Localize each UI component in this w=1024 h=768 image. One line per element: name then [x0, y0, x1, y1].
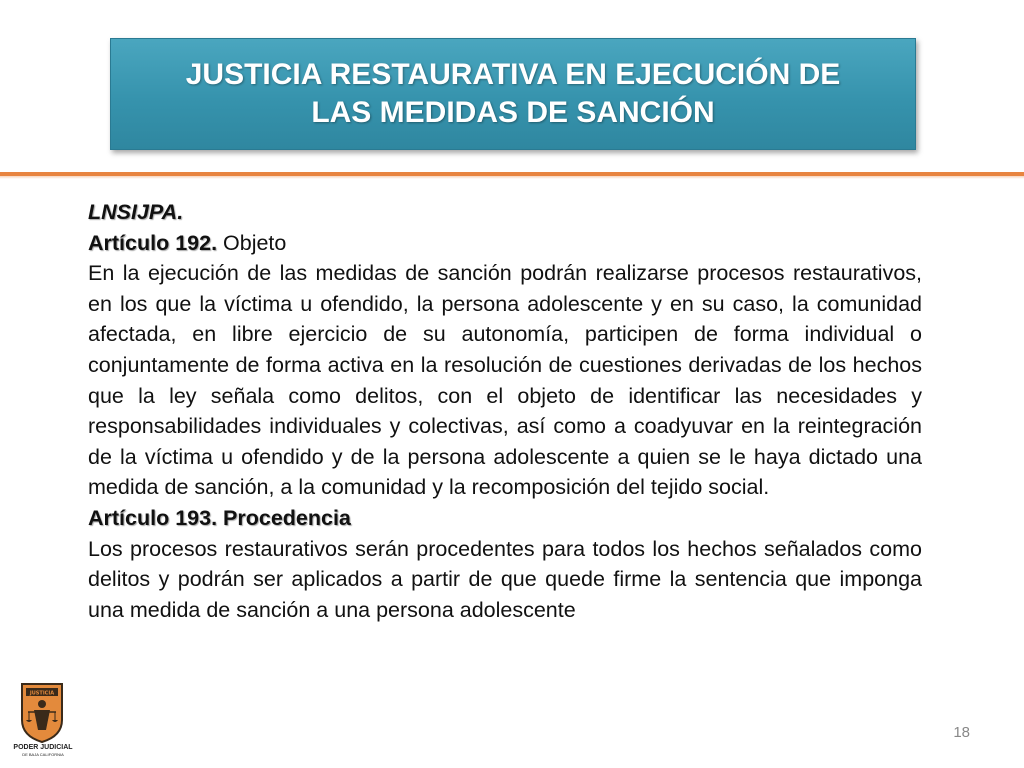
title-line-1: JUSTICIA RESTAURATIVA EN EJECUCIÓN DE [185, 58, 841, 91]
article-192-text: En la ejecución de las medidas de sanción podrán realizarse procesos restaurativos, en los que la víctima u ofendido, la persona adolescente y en su caso, la comunidad afectada, en libre ejercicio de su autonomía, participen de forma individual o conjuntamente de forma activa en la resolución de cuestiones derivadas de los hechos que la ley señala como delitos, con el objeto de identificar las necesidades y responsabilidades individuales y colectivas, así como a coadyuvar en la reintegración de la víctima u ofendido y de la persona adolescente a quien se le haya dictado una medida de sanción, a la comunidad y la recomposición del tejido social. [88, 261, 922, 500]
logo-name-2: JUDICIAL [40, 744, 73, 751]
slide-title [110, 38, 916, 150]
logo-subtitle: DE BAJA CALIFORNIA [22, 752, 64, 757]
title-line-2: LAS MEDIDAS DE SANCIÓN [311, 96, 715, 129]
article-192-heading [88, 228, 922, 259]
logo-banner-text: JUSTICIA [29, 690, 55, 697]
logo-name-1: PODER [13, 744, 39, 751]
article-192-label: Artículo 192. [88, 230, 218, 255]
article-193-heading [88, 503, 922, 534]
article-193-title: Procedencia [217, 505, 351, 530]
page-number: 18 [953, 724, 970, 741]
body-text [88, 197, 922, 625]
law-name: LNSIJPA. [88, 200, 184, 224]
logo-caption [8, 744, 78, 757]
divider-shadow [0, 176, 1024, 179]
article-192-title: Objeto [217, 230, 287, 255]
article-193-text: Los procesos restaurativos serán procedentes para todos los hechos señalados como delitos y podrán ser aplicados a partir de que quede firme la sentencia que imponga una medida de sanción a una persona adolescente [88, 536, 922, 622]
article-193-label: Artículo 193. [88, 505, 218, 530]
